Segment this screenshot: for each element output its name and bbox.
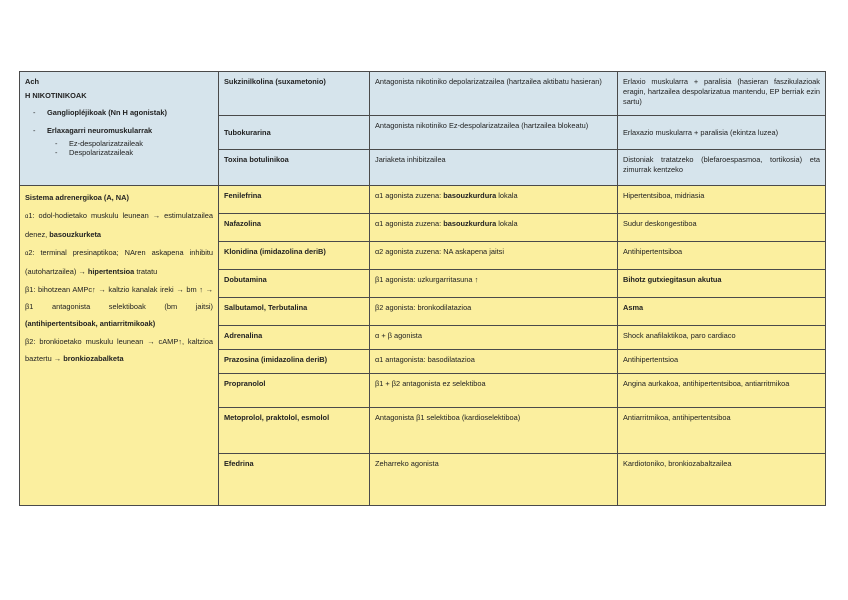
drug-name: Sukzinilkolina (suxametonio) bbox=[219, 72, 370, 116]
adrenergic-cell bbox=[20, 186, 219, 506]
mechanism: β1 + β2 antagonista ez selektiboa bbox=[370, 374, 618, 408]
mechanism: β2 agonista: bronkodilatazioa bbox=[370, 298, 618, 326]
mechanism: Antagonista nikotiniko Ez-despolarizatzailea (hartzailea blokeatu) bbox=[370, 116, 618, 150]
clinical-use: Antihipertentsioa bbox=[618, 350, 826, 374]
ach-subtitle: H NIKOTINIKOAK bbox=[25, 91, 87, 100]
drug-name: Efedrina bbox=[219, 454, 370, 506]
clinical-use: Antihipertentsiboa bbox=[618, 242, 826, 270]
clinical-use: Angina aurkakoa, antihipertentsiboa, antiarritmikoa bbox=[618, 374, 826, 408]
table-row bbox=[20, 72, 826, 116]
mechanism: Zeharreko agonista bbox=[370, 454, 618, 506]
beta1-note: β1: bihotzean AMPc↑ → kaltzio kanalak ireki → bm ↑ → β1 antagonista selektiboak (bm jaitsi) (antihipertentsiboak, antiarritmikoak) bbox=[25, 285, 213, 328]
drug-name: Metoprolol, praktolol, esmolol bbox=[219, 408, 370, 454]
mechanism: ɑ2 agonista zuzena: NA askapena jaitsi bbox=[370, 242, 618, 270]
clinical-use: Distoniak tratatzeko (blefaroespasmoa, tortikosia) eta zimurrak kentzeko bbox=[618, 150, 826, 186]
clinical-use: Antiarritmikoa, antihipertentsiboa bbox=[618, 408, 826, 454]
clinical-use: Erlaxio muskularra + paralisia (hasieran faszikulazioak eragin, hartzailea despolarizatua mantendu, EP berriak ezin sartu) bbox=[618, 72, 826, 116]
list-item: - Ez-despolarizatzaileak bbox=[47, 139, 213, 148]
clinical-use: Asma bbox=[618, 298, 826, 326]
beta2-note: β2: bronkioetako muskulu leunean → cAMP↑, kaltzioa baztertu → bronkiozabalketa bbox=[25, 337, 213, 363]
drug-name: Fenilefrina bbox=[219, 186, 370, 214]
drug-name: Tubokurarina bbox=[219, 116, 370, 150]
list-item: - Despolarizatzaileak bbox=[47, 148, 213, 157]
clinical-use: Shock anafilaktikoa, paro cardiaco bbox=[618, 326, 826, 350]
ach-sublist bbox=[47, 139, 213, 157]
pharmacology-table bbox=[19, 71, 826, 506]
drug-name: Klonidina (imidazolina deriB) bbox=[219, 242, 370, 270]
mechanism: ɑ1 antagonista: basodilatazioa bbox=[370, 350, 618, 374]
list-item: - Erlaxagarri neuromuskularrak - Ez-despolarizatzaileak - Despolarizatzaileak bbox=[25, 126, 213, 157]
mechanism: ɑ1 agonista zuzena: basouzkurdura lokala bbox=[370, 214, 618, 242]
mechanism: Antagonista nikotiniko depolarizatzailea (hartzailea aktibatu hasieran) bbox=[370, 72, 618, 116]
ach-list bbox=[25, 108, 213, 157]
drug-name: Salbutamol, Terbutalina bbox=[219, 298, 370, 326]
mechanism: Antagonista β1 selektiboa (kardioselektiboa) bbox=[370, 408, 618, 454]
alpha1-note: ɑ1: odol-hodietako muskulu leunean → estimulatzailea denez, basouzkurketa bbox=[25, 211, 213, 239]
drug-name: Propranolol bbox=[219, 374, 370, 408]
clinical-use: Bihotz gutxiegitasun akutua bbox=[618, 270, 826, 298]
ach-cell bbox=[20, 72, 219, 186]
alpha2-note: ɑ2: terminal presinaptikoa; NAren askapena inhibitu (autohartzailea) → hipertentsioa tratatu bbox=[25, 248, 213, 276]
drug-name: Adrenalina bbox=[219, 326, 370, 350]
ach-title: Ach bbox=[25, 77, 39, 86]
adrenergic-title: Sistema adrenergikoa (A, NA) bbox=[25, 193, 129, 202]
clinical-use: Kardiotoniko, bronkiozabaltzailea bbox=[618, 454, 826, 506]
list-item: - Gangliopléjikoak (Nn H agonistak) bbox=[25, 108, 213, 118]
mechanism: Jariaketa inhibitzailea bbox=[370, 150, 618, 186]
mechanism: ɑ1 agonista zuzena: basouzkurdura lokala bbox=[370, 186, 618, 214]
drug-name: Prazosina (imidazolina deriB) bbox=[219, 350, 370, 374]
mechanism: α + β agonista bbox=[370, 326, 618, 350]
clinical-use: Erlaxazio muskularra + paralisia (ekintza luzea) bbox=[618, 116, 826, 150]
drug-name: Nafazolina bbox=[219, 214, 370, 242]
drug-name: Dobutamina bbox=[219, 270, 370, 298]
table-row bbox=[20, 186, 826, 214]
clinical-use: Sudur deskongestiboa bbox=[618, 214, 826, 242]
drug-name: Toxina botulinikoa bbox=[219, 150, 370, 186]
clinical-use: Hipertentsiboa, midriasia bbox=[618, 186, 826, 214]
mechanism: β1 agonista: uzkurgarritasuna ↑ bbox=[370, 270, 618, 298]
